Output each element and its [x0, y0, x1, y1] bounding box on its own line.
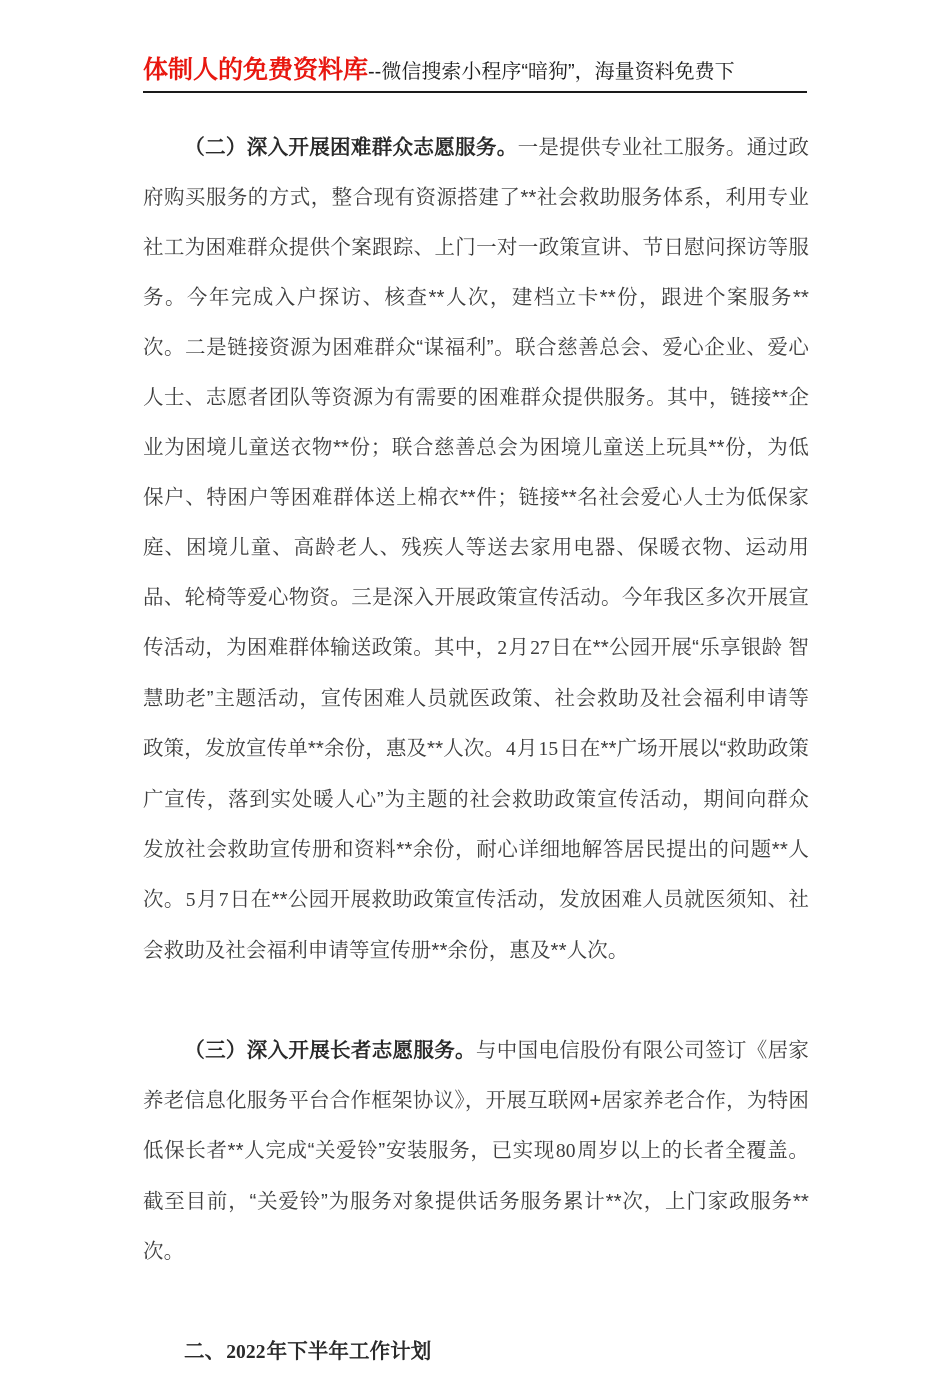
page-header-banner [143, 58, 807, 93]
section-two-date1-day: 27 [530, 638, 550, 659]
section-two-date3-day-unit: 日 [229, 888, 251, 911]
section-three-body-b: 周岁以上的长者全覆盖。截至目前，“关爱铃”为服务对象提供话务服务累计**次，上门家政服务**次。 [143, 1139, 809, 1263]
section-two-date3-day: 7 [218, 890, 229, 911]
section-two-lead: （二）深入开展困难群众志愿服务。 [184, 136, 518, 159]
section-two-date1-day-unit: 日 [550, 636, 572, 659]
section-two-date1-month-unit: 月 [508, 636, 530, 659]
header-rule-line [143, 58, 807, 93]
document-body [143, 123, 809, 1378]
section-two-date3-month-unit: 月 [196, 888, 218, 911]
section-three-lead: （三）深入开展长者志愿服务。 [184, 1039, 476, 1062]
paragraph-spacer [143, 976, 809, 1026]
section-two-date2-month-unit: 月 [516, 737, 538, 760]
header-tail-text: --微信搜索小程序“暗狗”，海量资料免费下 [368, 61, 735, 83]
paragraph-section-two [143, 123, 809, 976]
paragraph-section-three [143, 1026, 809, 1277]
section-two-date2-day-unit: 日 [559, 737, 580, 760]
heading-prefix: 二、 [184, 1340, 226, 1363]
section-two-body-before-date: 一是提供专业社工服务。通过政府购买服务的方式，整合现有资源搭建了**社会救助服务体系，利用专业社工为困难群众提供个案跟踪、上门一对一政策宣讲、节日慰问探访等服务。今年完成入户探访、核查**人次，建档立卡**份，跟进个案服务**次。二是链接资源为困难群众“谋福利”。联合慈善总会、爱心企业、爱心人士、志愿者团队等资源为有需要的困难群众提供服务。其中，链接**企业为困境儿童送衣物**份；联合慈善总会为困境儿童送上玩具**份，为低保户、特困户等困难群体送上棉衣**件；链接**名社会爱心人士为低保家庭、困境儿童、高龄老人、残疾人等送去家用电器、保暖衣物、运动用品、轮椅等爱心物资。三是深入开展政策宣传活动。今年我区多次开展宣传活动，为困难群体输送政策。其中， [143, 136, 809, 659]
section-two-body-end: 在**公园开展救助政策宣传活动，发放困难人员就医须知、社会救助及社会福利申请等宣传册**余份，惠及**人次。 [143, 888, 809, 962]
section-two-body-mid1: 在**公园开展“乐享银龄 智慧助老”主题活动，宣传困难人员就医政策、社会救助及社会福利申请等政策，发放宣传单**余份，惠及**人次。 [143, 636, 809, 760]
heading-suffix: 年下半年工作计划 [266, 1340, 432, 1363]
heading-spacer [143, 1277, 809, 1327]
section-two-date3-month: 5 [185, 890, 196, 911]
section-two-date2-day: 15 [538, 739, 559, 760]
section-three-body-a: 与中国电信股份有限公司签订《居家养老信息化服务平台合作框架协议》，开展互联网+居家养老合作，为特困低保长者**人完成“关爱铃”安装服务，已实现 [143, 1039, 809, 1162]
section-two-date1-month: 2 [497, 638, 508, 659]
header-brand-text: 体制人的免费资料库 [143, 56, 369, 84]
heading-year: 2022 [226, 1342, 266, 1363]
section-two-body-mid2: 在**广场开展以“救助政策广宣传，落到实处暖人心”为主题的社会救助政策宣传活动，期间向群众发放社会救助宣传册和资料**余份，耐心详细地解答居民提出的问题**人次。 [143, 737, 809, 911]
section-three-age-value: 80 [555, 1141, 576, 1162]
section-two-date2-month: 4 [506, 739, 516, 760]
heading-next-section [143, 1327, 809, 1378]
